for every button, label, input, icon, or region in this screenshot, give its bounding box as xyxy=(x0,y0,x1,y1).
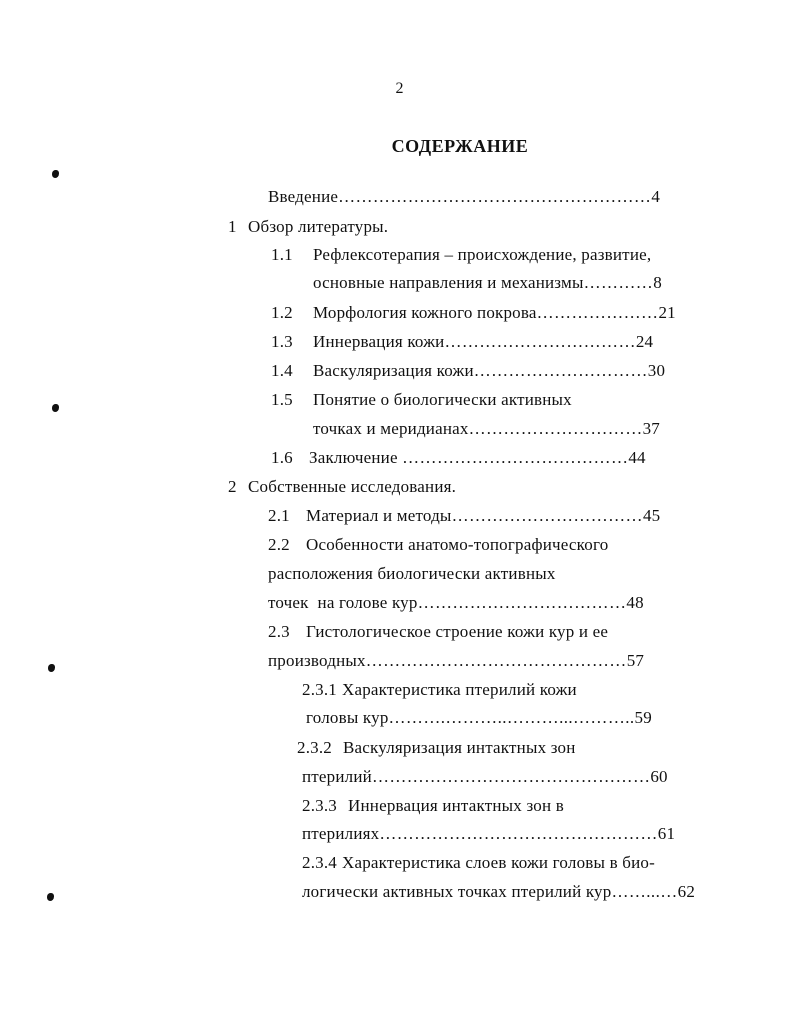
toc-entry-2-3-1[interactable]: 2.3.1 Характеристика птерилий кожи xyxy=(302,680,577,699)
toc-entry-2-2[interactable]: 2.2 Особенности анатомо-топографического xyxy=(268,535,609,554)
toc-entry-intro[interactable]: Введение………………………………………………4 xyxy=(268,187,661,206)
binding-hole-mark xyxy=(47,893,54,901)
toc-entry-1-1[interactable]: 1.1 Рефлексотерапия – происхождение, развитие, xyxy=(271,245,652,264)
toc-entry-2-3-4[interactable]: 2.3.4 Характеристика слоев кожи головы в био- xyxy=(302,853,655,872)
page-title: СОДЕРЖАНИЕ xyxy=(391,136,529,156)
binding-hole-mark xyxy=(52,170,59,178)
toc-entry-2-3-1-cont[interactable]: головы кур……….………..………...………..59 xyxy=(306,708,652,727)
toc-entry-1-5[interactable]: 1.5 Понятие о биологически активных xyxy=(271,390,572,409)
toc-entry-2-3-4-cont[interactable]: логически активных точках птерилий кур……...…62 xyxy=(302,882,696,901)
toc-chapter-1[interactable]: 1 Обзор литературы. xyxy=(228,217,389,236)
toc-entry-1-1-cont[interactable]: основные направления и механизмы…………8 xyxy=(313,273,662,292)
toc-entry-2-3-3-cont[interactable]: птерилиях…………………………………………61 xyxy=(302,824,676,843)
toc-entry-1-2[interactable]: 1.2 Морфология кожного покрова…………………21 xyxy=(271,303,676,322)
toc-entry-2-3-2-cont[interactable]: птерилий…………………………………………60 xyxy=(302,767,668,786)
toc-entry-2-2-cont2[interactable]: точек на голове кур………………………………48 xyxy=(268,593,644,612)
toc-entry-1-3[interactable]: 1.3 Иннервация кожи……………………………24 xyxy=(271,332,654,351)
toc-entry-1-5-cont[interactable]: точках и меридианах…………………………37 xyxy=(313,419,661,438)
toc-entry-2-2-cont[interactable]: расположения биологически активных xyxy=(268,564,556,583)
toc-entry-2-3-cont[interactable]: производных………………………………………57 xyxy=(268,651,645,670)
toc-chapter-2[interactable]: 2 Собственные исследования. xyxy=(228,477,457,496)
toc-entry-2-3-3[interactable]: 2.3.3 Иннервация интактных зон в xyxy=(302,796,564,815)
binding-hole-mark xyxy=(52,404,59,412)
binding-hole-mark xyxy=(48,664,55,672)
toc-entry-1-6[interactable]: 1.6 Заключение …………………………………44 xyxy=(271,448,646,467)
toc-entry-2-3-2[interactable]: 2.3.2 Васкуляризация интактных зон xyxy=(297,738,576,757)
toc-entry-1-4[interactable]: 1.4 Васкуляризация кожи…………………………30 xyxy=(271,361,666,380)
toc-entry-2-3[interactable]: 2.3 Гистологическое строение кожи кур и ее xyxy=(268,622,609,641)
page-number: 2 xyxy=(395,80,404,97)
toc-entry-2-1[interactable]: 2.1 Материал и методы……………………………45 xyxy=(268,506,661,525)
